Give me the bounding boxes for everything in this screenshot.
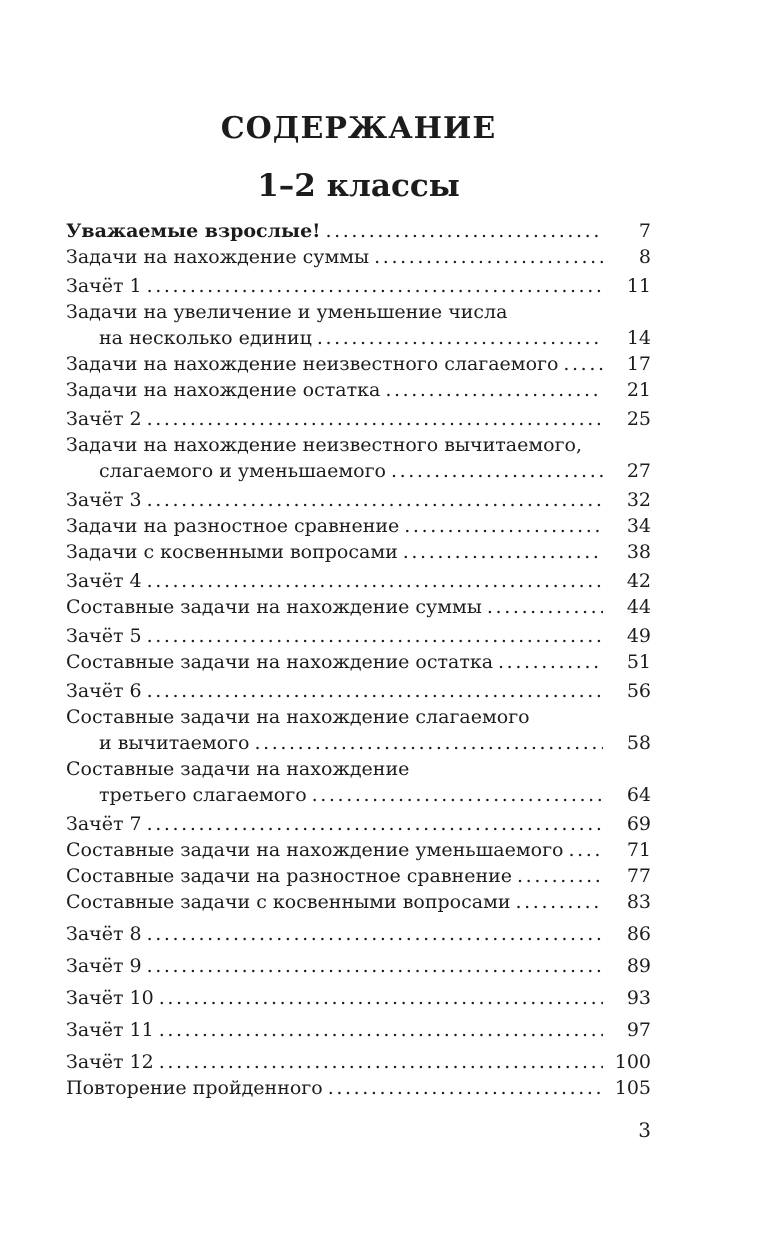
toc-entry-page: 89 bbox=[626, 955, 651, 977]
toc-entry bbox=[66, 811, 651, 837]
toc-entry-page: 93 bbox=[626, 987, 651, 1009]
dot-leader bbox=[147, 273, 603, 299]
dot-leader bbox=[516, 889, 603, 915]
dot-leader bbox=[147, 921, 603, 947]
dot-leader bbox=[498, 649, 603, 675]
dot-leader bbox=[326, 218, 604, 244]
toc-entry-label: Зачёт 11 bbox=[66, 1019, 154, 1041]
toc-entry-page: 25 bbox=[626, 408, 651, 430]
toc-entry-label: Задачи на нахождение неизвестного вычитаемого, bbox=[66, 434, 583, 456]
toc-entry-label: Составные задачи на нахождение слагаемого bbox=[66, 706, 530, 728]
toc-entry-label-continued: третьего слагаемого bbox=[99, 784, 307, 806]
dot-leader bbox=[312, 782, 603, 808]
toc-entry-page: 8 bbox=[638, 246, 651, 268]
toc-entry bbox=[66, 351, 651, 377]
toc-entry bbox=[66, 432, 651, 484]
toc-entry-label-continued: слагаемого и уменьшаемого bbox=[99, 460, 386, 482]
toc-entry bbox=[66, 1017, 651, 1043]
toc-entry-label: Зачёт 6 bbox=[66, 680, 142, 702]
contents-title: СОДЕРЖАНИЕ bbox=[220, 111, 497, 146]
toc-entry-label: Зачёт 3 bbox=[66, 489, 142, 511]
dot-leader bbox=[403, 539, 603, 565]
toc-entry-page: 27 bbox=[626, 460, 651, 482]
toc-entry-label-continued: на несколько единиц bbox=[99, 327, 312, 349]
toc-entry-label: Повторение пройденного bbox=[66, 1077, 323, 1099]
toc-entry-label: Составные задачи на нахождение уменьшаемого bbox=[66, 839, 564, 861]
toc-entry-label: Зачёт 4 bbox=[66, 570, 142, 592]
toc-entry-page: 97 bbox=[626, 1019, 651, 1041]
toc-entry-page: 86 bbox=[626, 923, 651, 945]
dot-leader bbox=[517, 863, 603, 889]
section-title: 1–2 классы bbox=[257, 168, 460, 204]
toc-entry-label: Составные задачи на нахождение остатка bbox=[66, 651, 494, 673]
dot-leader bbox=[385, 377, 603, 403]
toc-entry-label: Зачёт 10 bbox=[66, 987, 154, 1009]
toc-content bbox=[66, 0, 651, 1101]
toc-entry-page: 32 bbox=[626, 489, 651, 511]
dot-leader bbox=[317, 325, 603, 351]
dot-leader bbox=[568, 837, 603, 863]
dot-leader bbox=[159, 985, 603, 1011]
dot-leader bbox=[147, 811, 603, 837]
toc-entry-label: Задачи с косвенными вопросами bbox=[66, 541, 398, 563]
dot-leader bbox=[254, 730, 603, 756]
dot-leader bbox=[487, 594, 603, 620]
dot-leader bbox=[147, 623, 603, 649]
dot-leader bbox=[563, 351, 603, 377]
toc-entry-label: Задачи на увеличение и уменьшение числа bbox=[66, 301, 508, 323]
dot-leader bbox=[159, 1017, 603, 1043]
toc-entry-page: 64 bbox=[626, 784, 651, 806]
toc-entry-page: 14 bbox=[626, 327, 651, 349]
toc-entry bbox=[66, 649, 651, 675]
toc-entry-label: Задачи на нахождение суммы bbox=[66, 246, 370, 268]
toc-entry-label: Задачи на разностное сравнение bbox=[66, 515, 400, 537]
toc-entry bbox=[66, 244, 651, 270]
toc-entry-page: 83 bbox=[626, 891, 651, 913]
toc-entry bbox=[66, 678, 651, 704]
toc-entry-page: 38 bbox=[626, 541, 651, 563]
dot-leader bbox=[159, 1049, 603, 1075]
toc-entry-page: 7 bbox=[638, 220, 651, 242]
toc-entry-label: Составные задачи на нахождение bbox=[66, 758, 410, 780]
page-number: 3 bbox=[638, 1118, 651, 1142]
toc-entry-label: Уважаемые взрослые! bbox=[66, 220, 321, 242]
toc-entry bbox=[66, 623, 651, 649]
toc-entry bbox=[66, 921, 651, 947]
toc-entry bbox=[66, 513, 651, 539]
toc-entry bbox=[66, 1075, 651, 1101]
toc-entry-page: 34 bbox=[626, 515, 651, 537]
toc-entry-label: Зачёт 2 bbox=[66, 408, 142, 430]
toc-entry-label: Зачёт 1 bbox=[66, 275, 142, 297]
toc-entry bbox=[66, 299, 651, 351]
toc-entry bbox=[66, 1049, 651, 1075]
toc-entry-label: Зачёт 5 bbox=[66, 625, 142, 647]
toc-entry bbox=[66, 756, 651, 808]
dot-leader bbox=[147, 568, 603, 594]
dot-leader bbox=[147, 953, 603, 979]
toc-entry bbox=[66, 889, 651, 915]
dot-leader bbox=[147, 678, 603, 704]
toc-entry-page: 71 bbox=[626, 839, 651, 861]
toc-entry-label: Задачи на нахождение остатка bbox=[66, 379, 381, 401]
dot-leader bbox=[391, 458, 603, 484]
toc-entry-page: 11 bbox=[626, 275, 651, 297]
toc-entry-page: 58 bbox=[626, 732, 651, 754]
toc-entry-label: Составные задачи на нахождение суммы bbox=[66, 596, 482, 618]
toc-entry-label: Зачёт 8 bbox=[66, 923, 142, 945]
toc-entry bbox=[66, 985, 651, 1011]
toc-entry-label: Зачёт 12 bbox=[66, 1051, 154, 1073]
toc-entry-page: 105 bbox=[614, 1077, 651, 1099]
toc-entry-page: 17 bbox=[626, 353, 651, 375]
toc-entry bbox=[66, 539, 651, 565]
toc-entry-page: 49 bbox=[626, 625, 651, 647]
toc-entry bbox=[66, 863, 651, 889]
toc-entry-page: 51 bbox=[626, 651, 651, 673]
toc-entry-page: 77 bbox=[626, 865, 651, 887]
toc-entry bbox=[66, 704, 651, 756]
toc-entry bbox=[66, 377, 651, 403]
toc-entry-page: 100 bbox=[614, 1051, 651, 1073]
toc-entry-label: Зачёт 7 bbox=[66, 813, 142, 835]
toc-entry-page: 44 bbox=[626, 596, 651, 618]
toc-entry bbox=[66, 218, 651, 244]
toc-entry-page: 69 bbox=[626, 813, 651, 835]
toc-list bbox=[66, 218, 651, 1101]
dot-leader bbox=[147, 487, 603, 513]
toc-entry-label: Составные задачи на разностное сравнение bbox=[66, 865, 513, 887]
toc-entry bbox=[66, 953, 651, 979]
toc-entry-label-continued: и вычитаемого bbox=[99, 732, 250, 754]
toc-entry-page: 56 bbox=[626, 680, 651, 702]
toc-entry bbox=[66, 487, 651, 513]
toc-entry bbox=[66, 594, 651, 620]
toc-entry-page: 21 bbox=[626, 379, 651, 401]
dot-leader bbox=[374, 244, 603, 270]
toc-entry bbox=[66, 568, 651, 594]
dot-leader bbox=[328, 1075, 603, 1101]
dot-leader bbox=[147, 406, 603, 432]
toc-entry bbox=[66, 837, 651, 863]
toc-entry bbox=[66, 273, 651, 299]
toc-entry bbox=[66, 406, 651, 432]
toc-entry-page: 42 bbox=[626, 570, 651, 592]
toc-entry-label: Задачи на нахождение неизвестного слагаемого bbox=[66, 353, 559, 375]
dot-leader bbox=[404, 513, 603, 539]
toc-entry-label: Составные задачи с косвенными вопросами bbox=[66, 891, 511, 913]
toc-entry-label: Зачёт 9 bbox=[66, 955, 142, 977]
